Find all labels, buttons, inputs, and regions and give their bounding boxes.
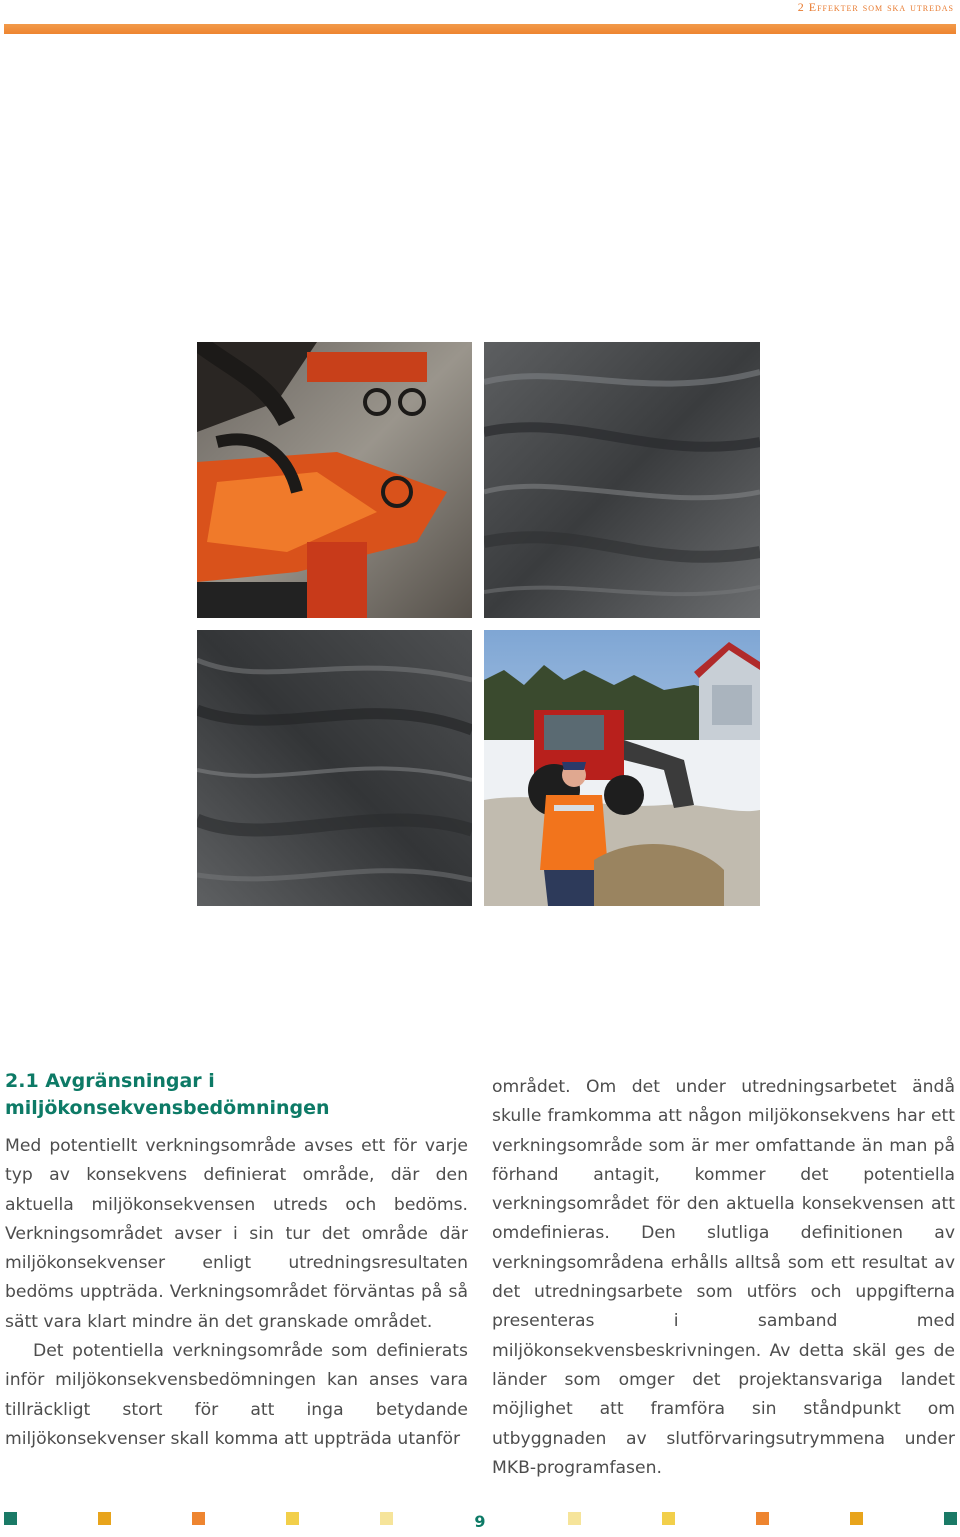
footer-square [944, 1512, 957, 1525]
page-number: 9 [474, 1512, 486, 1531]
footer-square [850, 1512, 863, 1525]
footer-square [756, 1512, 769, 1525]
footer-square [4, 1512, 17, 1525]
body-paragraph: Med potentiellt verkningsområde avses ett för varje typ av konsekvens definierat område, där den aktuella miljökonsekvensen utreds och bedöms. Verkningsområdet avser i sin tur det område där miljökonsekvenser enligt utredningsresultaten bedöms uppträda. Verkningsområdet förväntas på så sätt vara klart mindre än det granskade området. [5, 1136, 468, 1332]
footer-square [662, 1512, 675, 1525]
body-paragraph: Det potentiella verkningsområde som definierats inför miljökonsekvensbedömningen kan anses vara tillräckligt stort för att inga betydande miljökonsekvenser skall komma att uppträda utanför [5, 1341, 468, 1449]
footer-square [286, 1512, 299, 1525]
bedrock-photo-top [484, 342, 760, 618]
footer-square [380, 1512, 393, 1525]
body-paragraph-continued: området. Om det under utredningsarbetet ändå skulle framkomma att någon miljökonsekvens har ett verkningsområde som är mer omfattande än man på förhand antagit, kommer det potentiella verkningsområdet för den aktuella konsekvensen att omdefinieras. Den slutliga definitionen av verkningsområdena erhålls alltså som ett resultat av det utredningsarbete som utförs och uppgifterna presenteras i samband med miljökonsekvensbeskrivningen. Av detta skäl ges de länder som omger det projektansvariga landet möjlighet att framföra sin ståndpunkt om utbyggnaden av slutförvaringsutrymmena under MKB-programfasen. [492, 1077, 955, 1478]
footer-square [98, 1512, 111, 1525]
drilling-rig-photo [197, 342, 472, 618]
page-header-label: 2 Effekter som ska utredas [797, 0, 954, 14]
footer-square [192, 1512, 205, 1525]
header-accent-bar [4, 24, 956, 34]
farmer-tractor-photo [484, 630, 760, 906]
bedrock-photo-bottom [197, 630, 472, 906]
section-heading: 2.1 Avgränsningar i miljökonsekvensbedömningen [5, 1070, 330, 1119]
footer-square [568, 1512, 581, 1525]
